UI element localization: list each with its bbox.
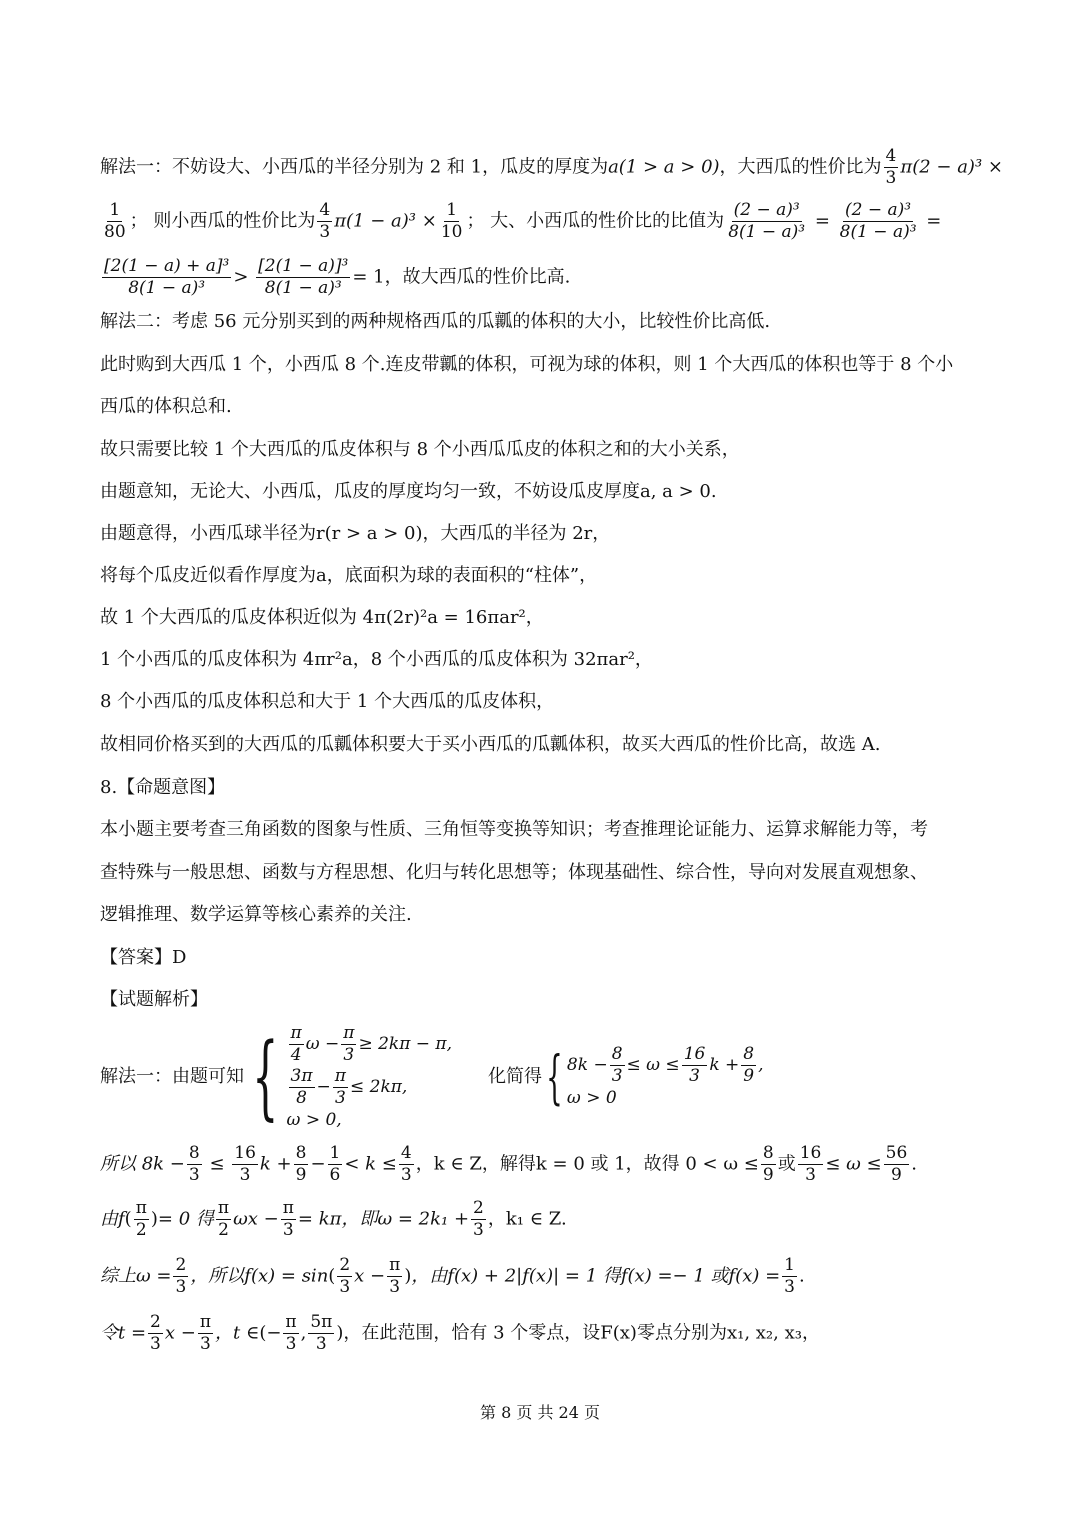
substitution-line: 令t = $\frac{2}{3}$ x − $\frac{\pi}{3}$ ，t ∈(− $\frac{\pi}{3}$ , $\frac{5\pi}{3}$ )，在此范围，恰有 3 个零点，设F(x)零点分别为x₁, x₂, x₃， (100, 1312, 820, 1354)
paragraph-line: 8 个小西瓜的瓜皮体积总和大于 1 个大西瓜的瓜皮体积， (100, 691, 555, 712)
answer-label: 【答案】D (100, 947, 187, 968)
text: ； 大、小西瓜的性价比的比值为 (466, 210, 725, 232)
paragraph-line: 西瓜的体积总和. (100, 396, 232, 417)
solution1-line3 (100, 256, 570, 299)
fraction: $\frac{\text{(2 − a)³}}{\text{8(1 − a)³}}$ (839, 200, 917, 242)
fraction: $\frac{\text{(2 − a)³}}{\text{8(1 − a)³}}$ (728, 200, 806, 242)
fraction: $\frac{\text{[2(1 − a)]³}}{\text{8(1 − a)³}}$ (258, 256, 349, 298)
paragraph-line: 由题意得，小西瓜球半径为r(r > a > 0)，大西瓜的半径为 2r， (100, 523, 611, 544)
solution1-line2: $\frac{1}{80}$ ； 则小西瓜的性价比为 $\frac{4}{3}$ π(1 − a)³ × $\frac{1}{10}$ ； 大、小西瓜的性价比的比值为 $\frac{\text{(2 − a)³}}{\text{8(1 − a)³}}$ = $\frac{\text{(2 − a)³}}{\text{8(1 − a)³}}$ = (104, 200, 942, 242)
paragraph-line: 故相同价格买到的大西瓜的瓜瓤体积要大于买小西瓜的瓜瓤体积，故买大西瓜的性价比高，故选 A. (100, 734, 881, 755)
text: 解法一：不妨设大、小西瓜的半径分别为 2 和 1，瓜皮的厚度为 (100, 156, 609, 178)
text: = 1，故大西瓜的性价比高. (352, 266, 571, 288)
fraction: $\frac{1}{10}$ (440, 200, 463, 242)
page-footer: 第 8 页 共 24 页 (480, 1403, 600, 1422)
math: a(1 > a > 0) (608, 156, 720, 178)
paragraph-line: 本小题主要考查三角函数的图象与性质、三角恒等变换等知识；考查推理论证能力、运算求解能力等，考 (100, 819, 928, 840)
paragraph-line: 查特殊与一般思想、函数与方程思想、化归与转化思想等；体现基础性、综合性，导向对发展直观想象、 (100, 862, 928, 883)
text: 化简得 (488, 1066, 543, 1087)
solution1-system (100, 1022, 764, 1132)
text: > (233, 266, 255, 288)
fraction: $\frac{4}{3}$ (319, 200, 331, 242)
inequality-system: { $\frac{\pi}{4}$ ω − $\frac{\pi}{3}$ ≥ 2kπ − π, $\frac{3\pi}{8}$ − $\frac{\pi}{3}$ ≤ 2kπ, ω > 0, (252, 1022, 453, 1130)
text: 解法一：由题可知 (100, 1066, 244, 1087)
fraction: $\frac{\text{[2(1 − a) + a]³}}{\text{8(1 − a)³}}$ (104, 256, 230, 298)
paragraph-line: 故 1 个大西瓜的瓜皮体积近似为 4π(2r)²a = 16πar²， (100, 607, 544, 628)
solution2-title: 解法二：考虑 56 元分别买到的两种规格西瓜的瓜瓤的体积的大小，比较性价比高低. (100, 311, 771, 332)
math: π(2 − a)³ × (900, 156, 1003, 178)
math: π(1 − a)³ × (334, 210, 437, 232)
inequality-system: { 8k − $\frac{8}{3}$ ≤ ω ≤ $\frac{16}{3}$ k + $\frac{8}{9}$ , ω > 0 (546, 1043, 764, 1111)
summary-line: 综上ω = $\frac{2}{3}$ ，所以f(x) = sin( $\frac{2}{3}$ x − $\frac{\pi}{3}$ )，由f(x) + 2|f(x)| = 1 得f(x) =− 1 或f(x) = $\frac{1}{3}$ . (100, 1255, 805, 1297)
text: ，大西瓜的性价比为 (719, 156, 882, 178)
analysis-heading: 【试题解析】 (100, 989, 208, 1010)
paragraph-line: 逻辑推理、数学运算等核心素养的关注. (100, 904, 412, 925)
zero-condition-line: 由f( $\frac{\pi}{2}$ )= 0 得 $\frac{\pi}{2}$ ωx − $\frac{\pi}{3}$ = kπ，即ω = 2k₁ + $\frac{2}{3}$ ，k₁ ∈ Z. (100, 1198, 567, 1240)
text: ； 则小西瓜的性价比为 (129, 210, 316, 232)
paragraph-line: 此时购到大西瓜 1 个，小西瓜 8 个.连皮带瓤的体积，可视为球的体积，则 1 个大西瓜的体积也等于 8 个小 (100, 354, 954, 375)
fraction: $\frac{4}{3}$ (885, 146, 897, 188)
section-heading: 8.【命题意图】 (100, 777, 226, 798)
fraction: $\frac{1}{80}$ (104, 200, 126, 242)
range-line: 所以 8k − $\frac{8}{3}$ ≤ $\frac{16}{3}$ k + $\frac{8}{9}$ − $\frac{1}{6}$ < k ≤ $\frac{4}{3}$ ，k ∈ Z，解得k = 0 或 1，故得 0 < ω ≤ $\frac{8}{9}$ 或 $\frac{16}{3}$ ≤ ω ≤ $\frac{56}{9}$ . (100, 1143, 917, 1185)
solution1-line1 (100, 146, 1003, 189)
paragraph-line: 将每个瓜皮近似看作厚度为a，底面积为球的表面积的“柱体”， (100, 565, 598, 586)
paragraph-line: 1 个小西瓜的瓜皮体积为 4πr²a，8 个小西瓜的瓜皮体积为 32πar²， (100, 649, 653, 670)
paragraph-line: 故只需要比较 1 个大西瓜的瓜皮体积与 8 个小西瓜瓜皮的体积之和的大小关系， (100, 439, 740, 460)
paragraph-line: 由题意知，无论大、小西瓜，瓜皮的厚度均匀一致，不妨设瓜皮厚度a, a > 0. (100, 481, 717, 502)
